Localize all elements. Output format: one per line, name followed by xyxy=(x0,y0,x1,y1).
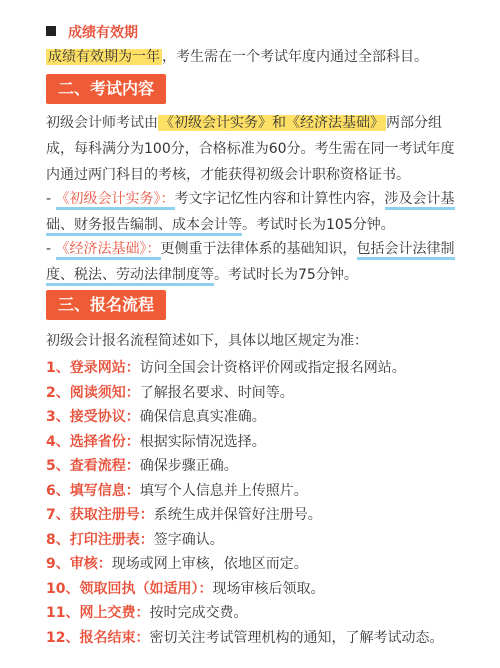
step-item xyxy=(46,528,466,553)
step-label: 4、选择省份： xyxy=(46,433,140,450)
step-label: 5、查看流程： xyxy=(46,458,140,474)
section-3-intro: 初级会计报名流程简述如下，具体以地区规定为准： xyxy=(46,333,368,349)
step-label: 1、登录网站： xyxy=(46,360,140,376)
subject-tail-1: 。考试时长为105分钟。 xyxy=(242,217,395,233)
step-text: 确保信息真实准确。 xyxy=(139,409,266,425)
validity-text: ，考生需在一个考试年度内通过全部科目。 xyxy=(162,49,428,65)
section-2-intro xyxy=(46,110,466,188)
step-label: 11、网上交费： xyxy=(46,605,150,621)
subject-underline-2: 包括会计法律制度、税法、劳动法律制度等 xyxy=(46,241,455,286)
intro-text: 初级会计师考试由 xyxy=(46,115,158,131)
step-text: 签字确认。 xyxy=(153,531,224,548)
intro-rest: 两部分组成，每科满分为100分，合格标准为60分。考生需在同一考试年度内通过两门科目的考核，才能获得初级会计职称资格证书。 xyxy=(46,115,455,183)
step-text: 访问全国会计资格评价网或指定报名网站。 xyxy=(139,360,406,376)
validity-paragraph xyxy=(46,44,466,70)
subject-text-1: 考文字记忆性内容和计算性内容， xyxy=(174,191,385,207)
item-dash: - xyxy=(46,191,56,207)
step-item xyxy=(46,503,466,528)
step-label: 12、报名结束： xyxy=(46,629,150,646)
subject-colon-2: ： xyxy=(147,241,161,260)
step-item xyxy=(46,626,466,651)
subject-item-1 xyxy=(46,186,466,238)
subject-colon-1: ： xyxy=(161,191,175,210)
validity-heading-line xyxy=(46,22,138,42)
validity-heading: 成绩有效期 xyxy=(68,25,138,41)
process-steps-list xyxy=(46,356,466,650)
step-text: 系统生成并保管好注册号。 xyxy=(153,507,322,523)
step-text: 现场或网上审核，依地区而定。 xyxy=(111,556,308,572)
intro-highlight: 《初级会计实务》和《经济法基础》 xyxy=(160,115,384,131)
subject-name-1: 《初级会计实务》 xyxy=(56,191,161,210)
step-label: 8、打印注册表： xyxy=(46,531,154,548)
step-text: 密切关注考试管理机构的通知，了解考试动态。 xyxy=(149,629,444,646)
step-item xyxy=(46,381,466,406)
validity-highlight: 成绩有效期为一年 xyxy=(48,49,160,65)
step-item xyxy=(46,552,466,577)
step-item xyxy=(46,430,466,455)
step-label: 3、接受协议： xyxy=(46,409,140,425)
step-item xyxy=(46,577,466,602)
step-label: 10、领取回执（如适用）： xyxy=(46,580,213,597)
step-item xyxy=(46,356,466,381)
subject-tail-2: 。考试时长为75分钟。 xyxy=(214,267,358,283)
subject-underline-1: 涉及会计基础、财务报告编制、成本会计等 xyxy=(46,191,455,236)
subject-text-2: 更侧重于法律体系的基础知识， xyxy=(160,241,357,257)
step-label: 6、填写信息： xyxy=(46,482,140,499)
subject-item-2 xyxy=(46,236,466,288)
step-text: 填写个人信息并上传照片。 xyxy=(139,482,308,499)
step-text: 按时完成交费。 xyxy=(149,605,248,621)
section-2-title: 二、考试内容 xyxy=(46,74,166,104)
step-text: 了解报名要求、时间等。 xyxy=(139,384,294,401)
step-text: 根据实际情况选择。 xyxy=(139,433,266,450)
subject-name-2: 《经济法基础》 xyxy=(56,241,147,260)
step-text: 现场审核后领取。 xyxy=(212,580,325,597)
item-dash: - xyxy=(46,241,56,257)
step-text: 确保步骤正确。 xyxy=(139,458,238,474)
step-item xyxy=(46,601,466,626)
step-item xyxy=(46,479,466,504)
step-label: 7、获取注册号： xyxy=(46,507,154,523)
step-item xyxy=(46,405,466,430)
step-label: 2、阅读须知： xyxy=(46,384,140,401)
section-3-title: 三、报名流程 xyxy=(46,290,166,320)
step-label: 9、审核： xyxy=(46,556,112,572)
step-item xyxy=(46,454,466,479)
square-bullet-icon xyxy=(46,26,56,36)
